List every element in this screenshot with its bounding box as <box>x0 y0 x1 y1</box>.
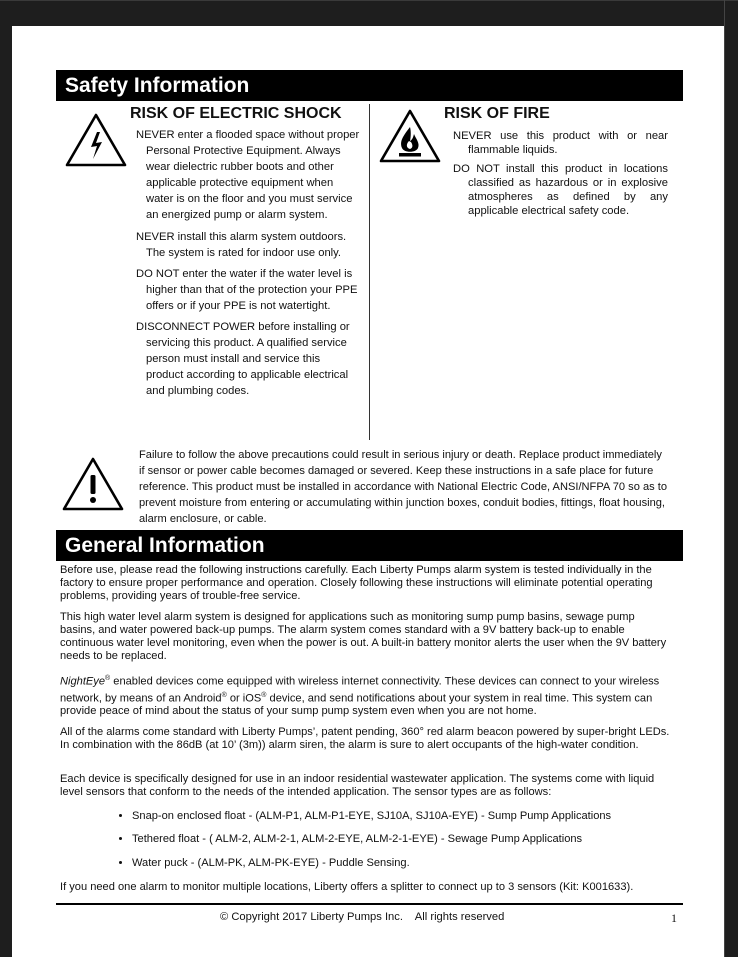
column-divider <box>369 104 370 440</box>
fire-item-1: NEVER use this product with or near flammable liquids. <box>453 130 668 156</box>
electric-shock-list <box>136 127 360 400</box>
nighteye-brand: NightEye <box>60 675 106 688</box>
safety-information-header: Safety Information <box>56 70 683 101</box>
sensor-type-item: • Tethered float - ( ALM-2, ALM-2-1, ALM-2-EYE, ALM-2-1-EYE) - Sewage Pump Applications <box>132 833 611 846</box>
page-number: 1 <box>671 911 677 925</box>
sensor-type-list <box>116 810 611 880</box>
general-paragraph-3 <box>60 672 670 718</box>
electric-item-4: DISCONNECT POWER before installing or servicing this product. A qualified service person must install and service this product according to applicable electrical and plumbing codes. <box>136 321 350 398</box>
fire-item-2: DO NOT install this product in locations classified as hazardous or in explosive atmospheres as defined by any applicable electrical safety code. <box>453 163 668 217</box>
fire-list <box>453 129 668 218</box>
p3-part-b: or iOS <box>226 692 262 705</box>
footer-rule <box>56 903 683 905</box>
general-paragraph-4: All of the alarms come standard with Liberty Pumps’, patent pending, 360° red alarm beacon powered by super-bright LEDs. In combination with the 86dB (at 10’ (3m)) alarm siren, the alarm is sure to alert occupants of the high-water condition. <box>60 726 670 751</box>
general-paragraph-6: If you need one alarm to monitor multiple locations, Liberty offers a splitter to connect up to 3 sensors (Kit: K001633). <box>60 881 634 893</box>
p3-part-a: enabled devices come equipped with wireless internet connectivity. These devices can connect to your wireless network, by means of an Android <box>60 675 660 705</box>
electric-shock-heading: RISK OF ELECTRIC SHOCK <box>130 105 342 122</box>
electric-item-2: NEVER install this alarm system outdoors. The system is rated for indoor use only. <box>136 230 347 259</box>
general-paragraph-2: This high water level alarm system is designed for applications such as monitoring sump pump basins, sewage pump basins, and water powered back-up pumps. The alarm system comes standard with a 9V battery back-up to enable continuous water level monitoring, even when the power is out. A built-in battery monitor alerts the user when the 9V battery needs to be replaced. <box>60 611 667 662</box>
sensor-type-item: • Water puck - (ALM-PK, ALM-PK-EYE) - Puddle Sensing. <box>132 857 611 870</box>
copyright-text: © Copyright 2017 Liberty Pumps Inc. All rights reserved <box>220 911 505 923</box>
fire-heading: RISK OF FIRE <box>444 105 550 122</box>
sensor-type-item: • Snap-on enclosed float - (ALM-P1, ALM-P1-EYE, SJ10A, SJ10A-EYE) - Sump Pump Applications <box>132 810 611 823</box>
general-information-header: General Information <box>56 530 683 561</box>
electric-item-1: NEVER enter a flooded space without proper Personal Protective Equipment. Always wear dielectric rubber boots and other applicable protective equipment when water is on the floor and you must service an energized pump or alarm system. <box>136 129 360 222</box>
warning-text: Failure to follow the above precautions could result in serious injury or death. Replace product immediately if sensor or power cable becomes damaged or severed. Keep these instructions in a safe place for future reference. This product must be installed in accordance with National Electric Code, ANSI/NFPA 70 so as to prevent moisture from entering or accumulating within junction boxes, conduit bodies, fittings, float housing, alarm enclosure, or cable. <box>139 449 668 525</box>
registered-mark-android: ® <box>221 691 227 699</box>
registered-mark-ios: ® <box>261 691 267 699</box>
registered-mark: ® <box>105 675 111 682</box>
p3-part-c: device, and send notifications about your system in real time. This system can provide peace of mind about the status of your sump pump system even when you are not home. <box>60 692 653 718</box>
general-paragraph-5: Each device is specifically designed for use in an indoor residential wastewater application. The systems come with liquid level sensors that conform to the needs of the intended application. The sensor types are as follows: <box>60 773 655 798</box>
warning-icon <box>61 456 125 512</box>
page-right-edge <box>724 0 725 957</box>
electric-hazard-icon <box>64 112 128 168</box>
electric-item-3: DO NOT enter the water if the water level is higher than that of the protection your PPE offers or if your PPE is not watertight. <box>136 267 358 312</box>
general-paragraph-1: Before use, please read the following instructions carefully. Each Liberty Pumps alarm system is tested individually in the factory to ensure proper performance and operation. Closely following these instructions will eliminate potential operating problems, providing years of trouble-free service. <box>60 564 653 602</box>
document-page <box>12 26 724 957</box>
fire-hazard-icon <box>378 108 442 164</box>
window-top-edge <box>0 0 738 1</box>
